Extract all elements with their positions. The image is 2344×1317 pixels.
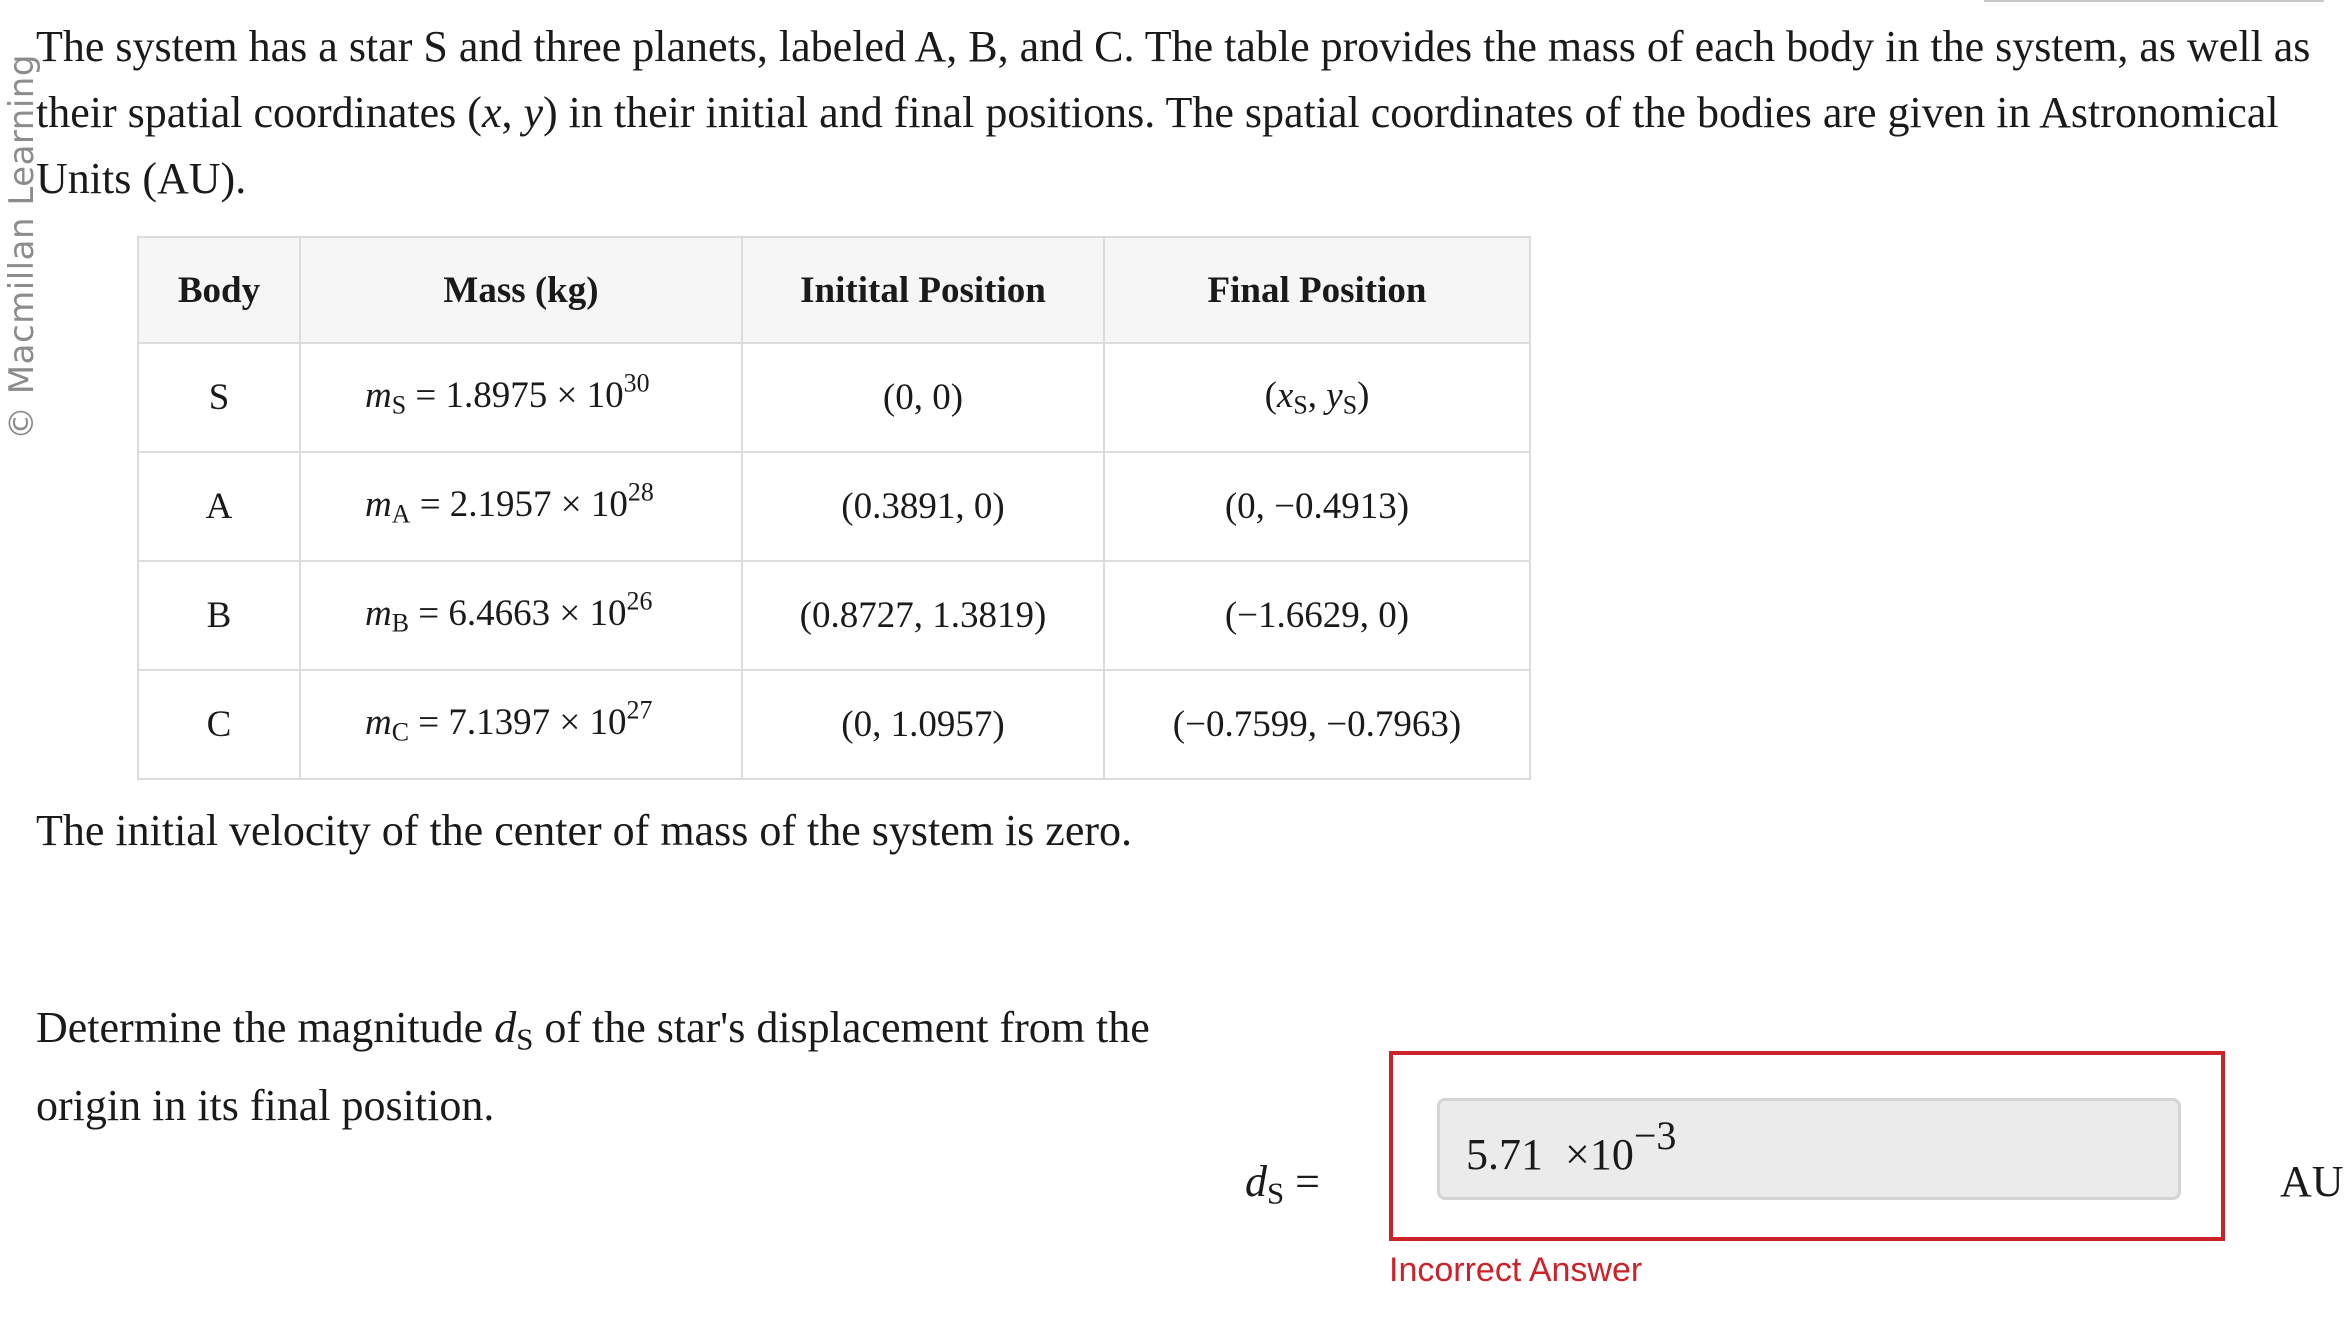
- mass-cell: [300, 452, 742, 561]
- question-symbol: d: [494, 1003, 517, 1052]
- table-row: [138, 452, 1530, 561]
- answer-label-symbol: d: [1245, 1157, 1267, 1206]
- final-y-symbol: y: [1326, 375, 1343, 417]
- answer-label: [1245, 1156, 1320, 1212]
- question-text-2: of the star's displacement from the origin in its final position.: [36, 1003, 1150, 1130]
- mass-value: = 1.8975 × 10: [406, 375, 624, 417]
- problem-intro: [36, 14, 2316, 212]
- final-position-cell: (0, −0.4913): [1104, 452, 1530, 561]
- header-initial-position: Initital Position: [742, 237, 1104, 343]
- answer-label-subscript: S: [1267, 1176, 1285, 1211]
- mass-cell: [300, 343, 742, 452]
- initial-position-cell: (0.8727, 1.3819): [742, 561, 1104, 670]
- final-x-symbol: x: [1276, 375, 1294, 417]
- mass-subscript: S: [391, 390, 407, 420]
- copyright-watermark: [0, 0, 42, 440]
- body-cell: B: [138, 561, 300, 670]
- table-header-row: [138, 237, 1530, 343]
- mass-subscript: A: [391, 499, 411, 529]
- mass-exponent: 27: [626, 695, 653, 725]
- mass-symbol: m: [365, 702, 392, 744]
- answer-container-incorrect: [1389, 1051, 2225, 1241]
- header-body: Body: [138, 237, 300, 343]
- table-row: [138, 343, 1530, 452]
- final-position-cell: (−0.7599, −0.7963): [1104, 670, 1530, 779]
- question-text-1: Determine the magnitude: [36, 1003, 495, 1052]
- body-cell: C: [138, 670, 300, 779]
- center-of-mass-note: The initial velocity of the center of mass of the system is zero.: [36, 806, 1133, 855]
- table-row: [138, 670, 1530, 779]
- mass-value: = 6.4663 × 10: [409, 593, 627, 635]
- var-x: x: [481, 88, 502, 137]
- mass-symbol: m: [365, 375, 392, 417]
- intro-text-1: The system has a star S and three planets, labeled A, B, and C. The table provides the mass of each body in the system, as well as their spatial coordinates (: [36, 22, 2311, 137]
- answer-unit: AU: [2280, 1157, 2344, 1206]
- mass-value: = 2.1957 × 10: [410, 484, 628, 526]
- mass-exponent: 28: [627, 477, 654, 507]
- initial-position-cell: (0, 1.0957): [742, 670, 1104, 779]
- var-y: y: [523, 88, 544, 137]
- answer-label-equals: =: [1284, 1157, 1320, 1206]
- intro-text-2: ) in their initial and final positions. The spatial coordinates of the bodies are given in Astronomical Units (AU).: [36, 88, 2279, 203]
- answer-input[interactable]: [1437, 1098, 2181, 1200]
- body-cell: A: [138, 452, 300, 561]
- initial-position-cell: (0, 0): [742, 343, 1104, 452]
- header-mass: Mass (kg): [300, 237, 742, 343]
- header-final-position: Final Position: [1104, 237, 1530, 343]
- table-row: [138, 561, 1530, 670]
- mass-exponent: 26: [626, 586, 653, 616]
- mass-cell: [300, 670, 742, 779]
- mass-symbol: m: [365, 484, 392, 526]
- question-prompt: [36, 995, 1176, 1139]
- mass-symbol: m: [365, 593, 392, 635]
- watermark-text: © Macmillan Learning: [2, 54, 42, 440]
- mass-value: = 7.1397 × 10: [409, 702, 627, 744]
- intro-sep: ,: [501, 88, 524, 137]
- answer-times-ten: ×10: [1565, 1130, 1634, 1179]
- final-y-subscript: S: [1342, 390, 1358, 420]
- mass-subscript: C: [391, 717, 410, 747]
- body-cell: S: [138, 343, 300, 452]
- answer-value: 5.71: [1466, 1130, 1543, 1179]
- mass-cell: [300, 561, 742, 670]
- mass-subscript: B: [391, 608, 410, 638]
- incorrect-feedback: Incorrect Answer: [1389, 1251, 1643, 1289]
- answer-exponent: −3: [1633, 1113, 1677, 1158]
- final-x-subscript: S: [1293, 390, 1308, 420]
- question-subscript: S: [516, 1022, 534, 1057]
- final-position-cell: (−1.6629, 0): [1104, 561, 1530, 670]
- top-divider: [1984, 0, 2324, 2]
- initial-position-cell: (0.3891, 0): [742, 452, 1104, 561]
- final-position-cell: ($x_S$, $y_S$): [1104, 343, 1530, 452]
- bodies-table: [137, 236, 1531, 780]
- mass-exponent: 30: [623, 368, 650, 398]
